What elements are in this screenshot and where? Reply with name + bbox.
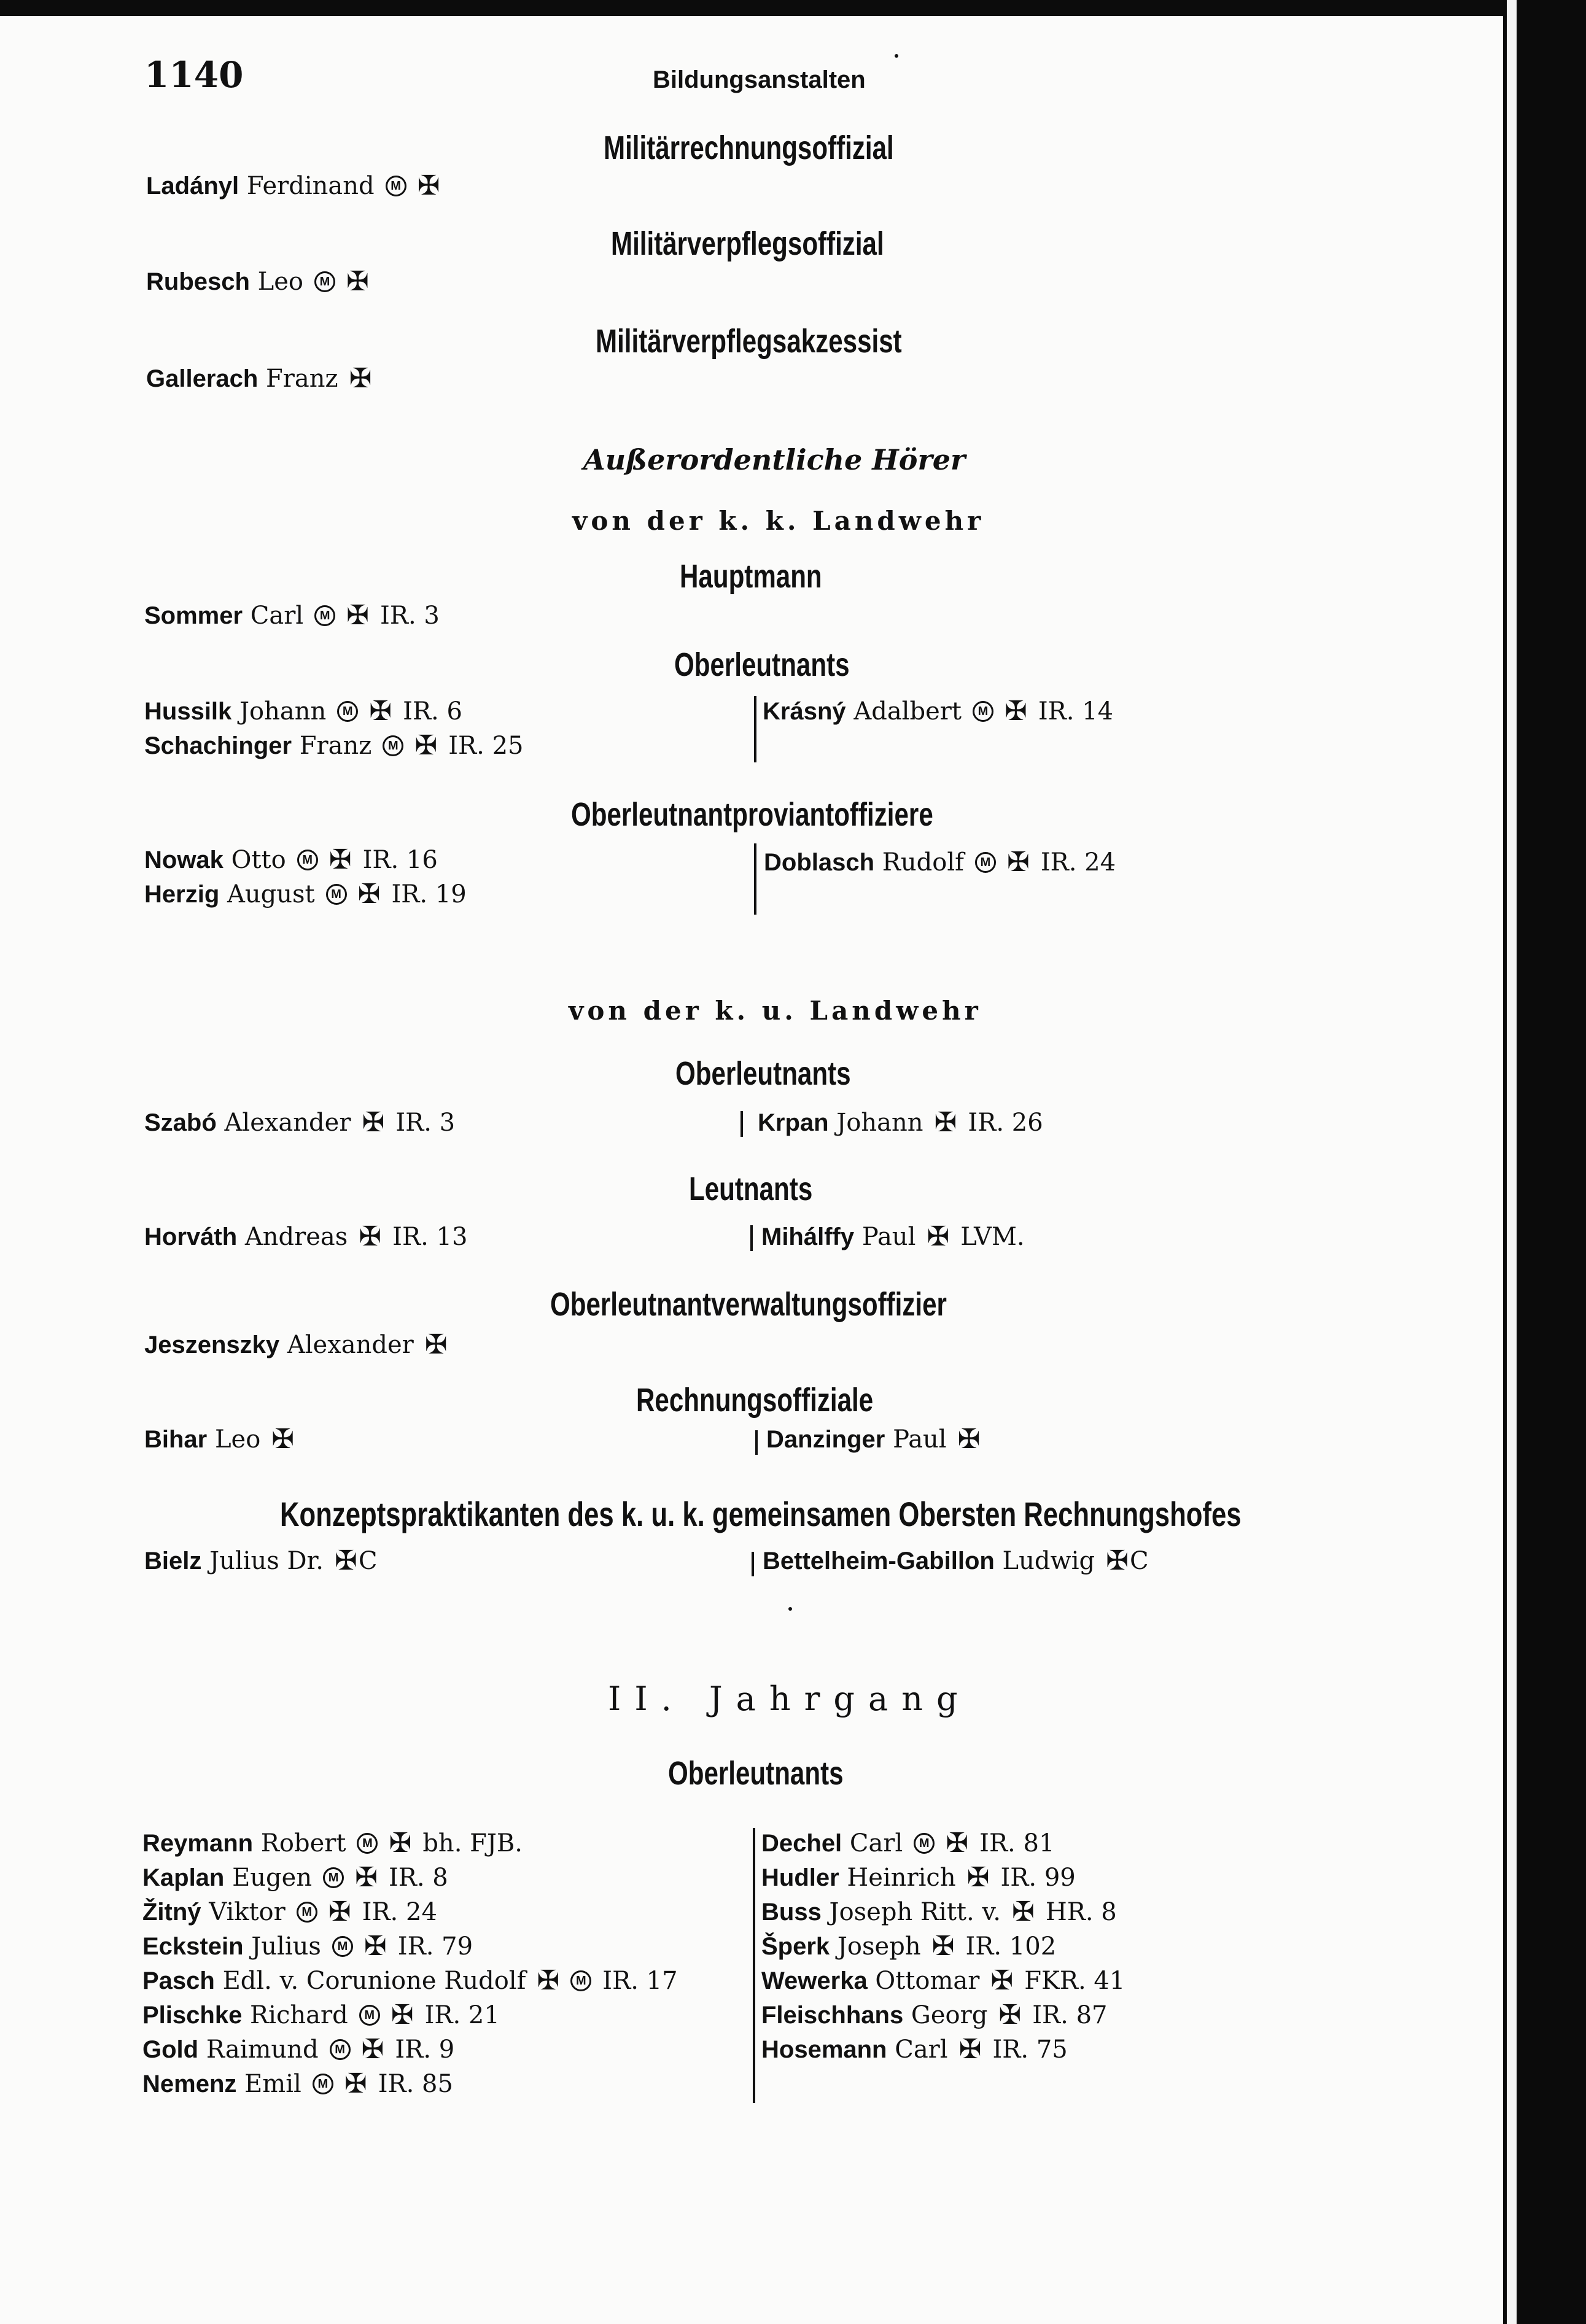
cross-icon: ✠ — [328, 1896, 351, 1927]
entry-nemenz — [142, 2070, 453, 2098]
surname: Jeszenszky — [144, 1331, 280, 1358]
given-name: Carl — [895, 2035, 948, 2064]
unit: IR. 75 — [992, 2035, 1068, 2064]
entry-eckstein — [142, 1932, 473, 1961]
m-circle-icon: M — [314, 271, 335, 292]
surname: Eckstein — [142, 1933, 244, 1960]
c-letter: C — [358, 1547, 378, 1575]
m-circle-icon: M — [973, 701, 993, 722]
cross-icon: ✠ — [414, 730, 438, 761]
given-name: Eugen — [232, 1864, 313, 1892]
given-name: Emil — [244, 2070, 301, 2098]
surname: Herzig — [144, 881, 220, 908]
entry-pasch — [142, 1967, 678, 1995]
entry-bihar — [144, 1425, 294, 1454]
scan-right-edge — [1503, 0, 1586, 2324]
entry-ladanyl — [146, 172, 440, 200]
unit: IR. 102 — [965, 1932, 1057, 1961]
entry-hudler — [761, 1864, 1076, 1892]
cross-icon: ✠ — [1011, 1896, 1035, 1927]
unit: FKR. 41 — [1024, 1967, 1125, 1995]
given-name: Ottomar — [875, 1967, 980, 1995]
unit: IR. 16 — [362, 846, 438, 874]
surname: Gallerach — [146, 365, 259, 392]
cross-icon: ✠ — [359, 1221, 382, 1252]
heading-jahrgang: II. Jahrgang — [608, 1679, 971, 1718]
m-circle-icon: M — [337, 701, 358, 722]
unit: IR. 14 — [1038, 697, 1114, 726]
given-name: Andreas — [244, 1223, 348, 1251]
entry-herzig — [144, 880, 467, 908]
cross-icon: ✠ — [957, 1423, 981, 1455]
unit: IR. 26 — [968, 1109, 1043, 1137]
cross-icon: ✠ — [966, 1862, 990, 1893]
cross-icon: ✠ — [357, 878, 381, 910]
surname: Plischke — [142, 2002, 243, 2029]
heading-oberleutnants-ku: Oberleutnants — [675, 1055, 851, 1092]
cross-icon: ✠ — [334, 1545, 357, 1576]
m-circle-icon: M — [297, 850, 318, 870]
column-divider — [753, 1828, 755, 2103]
m-circle-icon: M — [330, 2039, 351, 2060]
given-name: Julius Dr. — [209, 1547, 324, 1575]
surname: Krásný — [763, 698, 846, 725]
given-name: Adalbert — [853, 697, 962, 726]
heading-konzeptspraktikanten: Konzeptspraktikanten des k. u. k. gemeinsamen Obersten Rechnungshofes — [280, 1495, 1242, 1533]
surname: Sommer — [144, 602, 243, 629]
cross-icon: ✠ — [417, 170, 440, 201]
cross-icon: ✠ — [346, 266, 369, 297]
heading-oberleutnantverwaltungsoffizier: Oberleutnantverwaltungsoffizier — [550, 1286, 947, 1323]
m-circle-icon: M — [914, 1833, 935, 1854]
cross-icon: ✠ — [1006, 846, 1030, 878]
unit: IR. 24 — [1040, 848, 1116, 877]
unit: IR. 79 — [397, 1932, 473, 1961]
entry-szabo — [144, 1109, 455, 1137]
surname: Nemenz — [142, 2070, 237, 2097]
surname: Dechel — [761, 1830, 842, 1857]
heading-oberleutnants-jahrgang: Oberleutnants — [668, 1755, 844, 1792]
m-circle-icon: M — [383, 735, 403, 756]
entry-sperk — [761, 1932, 1056, 1961]
given-name: Johann — [239, 697, 327, 726]
m-circle-icon: M — [975, 852, 996, 873]
unit: IR. 17 — [602, 1967, 678, 1995]
cross-icon: ✠ — [346, 600, 370, 631]
entry-plischke — [142, 2001, 500, 2029]
given-name: Robert — [260, 1829, 346, 1857]
m-circle-icon: M — [359, 2005, 380, 2026]
surname: Hussilk — [144, 698, 232, 725]
entry-wewerka — [761, 1967, 1125, 1995]
heading-ausserordentliche-hoerer: Außerordentliche Hörer — [583, 443, 966, 476]
cross-icon: ✠ — [328, 844, 352, 875]
entry-dechel — [761, 1829, 1054, 1857]
ink-speck — [895, 54, 898, 58]
entry-jeszenszky — [144, 1331, 448, 1359]
given-name: Paul — [861, 1223, 916, 1251]
surname: Doblasch — [764, 849, 875, 876]
surname: Gold — [142, 2036, 199, 2063]
surname: Mihálffy — [761, 1223, 855, 1250]
surname: Krpan — [758, 1109, 829, 1136]
unit: IR. 81 — [979, 1829, 1055, 1857]
given-name: Johann — [836, 1109, 923, 1137]
entry-danzinger — [766, 1425, 980, 1454]
given-name: Franz — [266, 365, 338, 393]
entry-zitny — [142, 1898, 437, 1926]
entry-fleischhans — [761, 2001, 1107, 2029]
entry-gold — [142, 2035, 454, 2064]
given-name: Alexander — [287, 1331, 414, 1359]
heading-militaerrechnungsoffizial: Militärrechnungsoffizial — [604, 130, 894, 166]
scan-top-edge — [0, 0, 1586, 16]
given-name: Julius — [251, 1932, 321, 1961]
cross-c-mark — [1106, 1547, 1148, 1575]
surname: Bielz — [144, 1547, 202, 1575]
unit: IR. 13 — [392, 1223, 468, 1251]
column-divider — [752, 1552, 754, 1576]
cross-icon: ✠ — [958, 2034, 982, 2065]
given-name: Rudolf — [882, 848, 964, 877]
m-circle-icon: M — [326, 884, 347, 905]
entry-hussilk — [144, 697, 462, 726]
entry-rubesch — [146, 268, 369, 296]
unit: IR. 3 — [380, 602, 440, 630]
heading-hauptmann: Hauptmann — [680, 558, 822, 595]
unit: IR. 8 — [388, 1864, 448, 1892]
heading-militaerverpflegsoffizial: Militärverpflegsoffizial — [611, 225, 884, 262]
m-circle-icon: M — [314, 605, 335, 626]
unit: HR. 8 — [1045, 1898, 1117, 1926]
cross-icon: ✠ — [424, 1329, 448, 1360]
unit: IR. 25 — [448, 732, 524, 760]
given-name: Carl — [849, 1829, 903, 1857]
surname: Danzinger — [766, 1426, 885, 1453]
cross-icon: ✠ — [927, 1221, 950, 1252]
surname: Buss — [761, 1899, 822, 1926]
surname: Bihar — [144, 1426, 208, 1453]
page-number: 1140 — [144, 54, 244, 96]
cross-icon: ✠ — [1004, 695, 1027, 727]
heading-oberleutnants-kk: Oberleutnants — [674, 646, 850, 683]
entry-schachinger — [144, 732, 523, 760]
entry-reymann — [142, 1829, 523, 1857]
unit: IR. 24 — [362, 1898, 437, 1926]
cross-icon: ✠ — [537, 1965, 560, 1996]
given-name: Georg — [911, 2001, 988, 2029]
unit: IR. 19 — [391, 880, 467, 908]
unit: IR. 85 — [378, 2070, 453, 2098]
column-divider — [755, 1430, 758, 1455]
group-kk-landwehr: von der k. k. Landwehr — [572, 506, 985, 536]
entry-krasny — [763, 697, 1113, 726]
given-name: Franz — [299, 732, 372, 760]
entry-krpan — [758, 1109, 1043, 1137]
cross-icon: ✠ — [344, 2068, 367, 2099]
cross-icon: ✠ — [934, 1107, 957, 1138]
unit: IR. 99 — [1000, 1864, 1076, 1892]
surname: Ladányl — [146, 172, 239, 199]
given-name: Heinrich — [847, 1864, 956, 1892]
m-circle-icon: M — [332, 1936, 353, 1957]
column-divider — [741, 1111, 743, 1137]
cross-icon: ✠ — [369, 695, 392, 727]
given-name: Otto — [231, 846, 286, 874]
cross-icon: ✠ — [931, 1931, 955, 1962]
heading-leutnants: Leutnants — [689, 1171, 813, 1207]
cross-icon: ✠ — [990, 1965, 1014, 1996]
given-name: Ludwig — [1002, 1547, 1095, 1575]
surname: Šperk — [761, 1933, 830, 1960]
surname: Pasch — [142, 1967, 215, 1994]
cross-icon: ✠ — [946, 1827, 969, 1859]
surname: Bettelheim-Gabillon — [763, 1547, 995, 1575]
c-letter: C — [1129, 1547, 1149, 1575]
entry-horvath — [144, 1223, 467, 1251]
cross-icon: ✠ — [361, 2034, 384, 2065]
cross-icon: ✠ — [998, 1999, 1022, 2031]
cross-icon: ✠ — [389, 1827, 412, 1859]
cross-icon: ✠ — [1106, 1545, 1129, 1576]
surname: Nowak — [144, 846, 224, 873]
surname: Hosemann — [761, 2036, 887, 2063]
given-name: Richard — [250, 2001, 348, 2029]
given-name: Joseph — [837, 1932, 921, 1961]
heading-rechnungsoffiziale: Rechnungsoffiziale — [636, 1382, 874, 1419]
m-circle-icon: M — [323, 1867, 344, 1888]
entry-kaplan — [142, 1864, 448, 1892]
cross-icon: ✠ — [271, 1423, 295, 1455]
unit: IR. 6 — [403, 697, 462, 726]
given-name: Alexander — [224, 1109, 351, 1137]
entry-gallerach — [146, 365, 371, 393]
given-name: August — [227, 880, 315, 908]
surname: Reymann — [142, 1830, 254, 1857]
surname: Szabó — [144, 1109, 217, 1136]
m-circle-icon: M — [570, 1970, 591, 1991]
given-name: Ferdinand — [246, 172, 375, 200]
given-name: Raimund — [206, 2035, 319, 2064]
column-divider — [754, 696, 756, 762]
surname: Schachinger — [144, 732, 292, 759]
heading-oberleutnantproviantoffiziere: Oberleutnantproviantoffiziere — [571, 796, 933, 833]
column-divider — [750, 1225, 753, 1251]
ink-speck — [788, 1607, 792, 1611]
m-circle-icon: M — [297, 1902, 317, 1923]
entry-bielz — [144, 1547, 377, 1575]
given-name: Carl — [250, 602, 304, 630]
cross-icon: ✠ — [363, 1931, 387, 1962]
cross-icon: ✠ — [349, 363, 372, 394]
surname: Kaplan — [142, 1864, 225, 1891]
unit: IR. 87 — [1032, 2001, 1108, 2029]
given-name: Viktor — [209, 1898, 286, 1926]
given-name: Joseph Ritt. v. — [829, 1898, 1001, 1926]
running-head: Bildungsanstalten — [653, 66, 866, 93]
cross-icon: ✠ — [362, 1107, 385, 1138]
cross-icon: ✠ — [391, 1999, 414, 2031]
m-circle-icon: M — [313, 2074, 333, 2094]
m-circle-icon: M — [357, 1833, 378, 1854]
unit: LVM. — [960, 1223, 1025, 1251]
surname: Horváth — [144, 1223, 238, 1250]
given-name: Paul — [893, 1425, 947, 1454]
column-divider — [754, 843, 756, 915]
entry-sommer — [144, 602, 440, 630]
surname: Žitný — [142, 1899, 201, 1926]
unit: IR. 21 — [424, 2001, 500, 2029]
entry-mihalffy — [761, 1223, 1025, 1251]
heading-militaerverpflegsakzessist: Militärverpflegsakzessist — [596, 323, 902, 360]
given-name: Edl. v. Corunione Rudolf — [222, 1967, 526, 1995]
unit: IR. 3 — [395, 1109, 456, 1137]
unit: IR. 9 — [395, 2035, 455, 2064]
group-ku-landwehr: von der k. u. Landwehr — [569, 996, 982, 1026]
entry-doblasch — [764, 848, 1116, 877]
entry-buss — [761, 1898, 1117, 1926]
given-name: Leo — [257, 268, 303, 296]
entry-bettelheim-gabillon — [763, 1547, 1149, 1575]
given-name: Leo — [214, 1425, 261, 1454]
surname: Fleischhans — [761, 2002, 904, 2029]
cross-c-mark — [335, 1547, 377, 1575]
surname: Rubesch — [146, 268, 250, 295]
m-circle-icon: M — [386, 176, 406, 196]
surname: Wewerka — [761, 1967, 868, 1994]
entry-nowak — [144, 846, 438, 874]
cross-icon: ✠ — [355, 1862, 378, 1893]
surname: Hudler — [761, 1864, 839, 1891]
unit: bh. FJB. — [422, 1829, 523, 1857]
entry-hosemann — [761, 2035, 1068, 2064]
